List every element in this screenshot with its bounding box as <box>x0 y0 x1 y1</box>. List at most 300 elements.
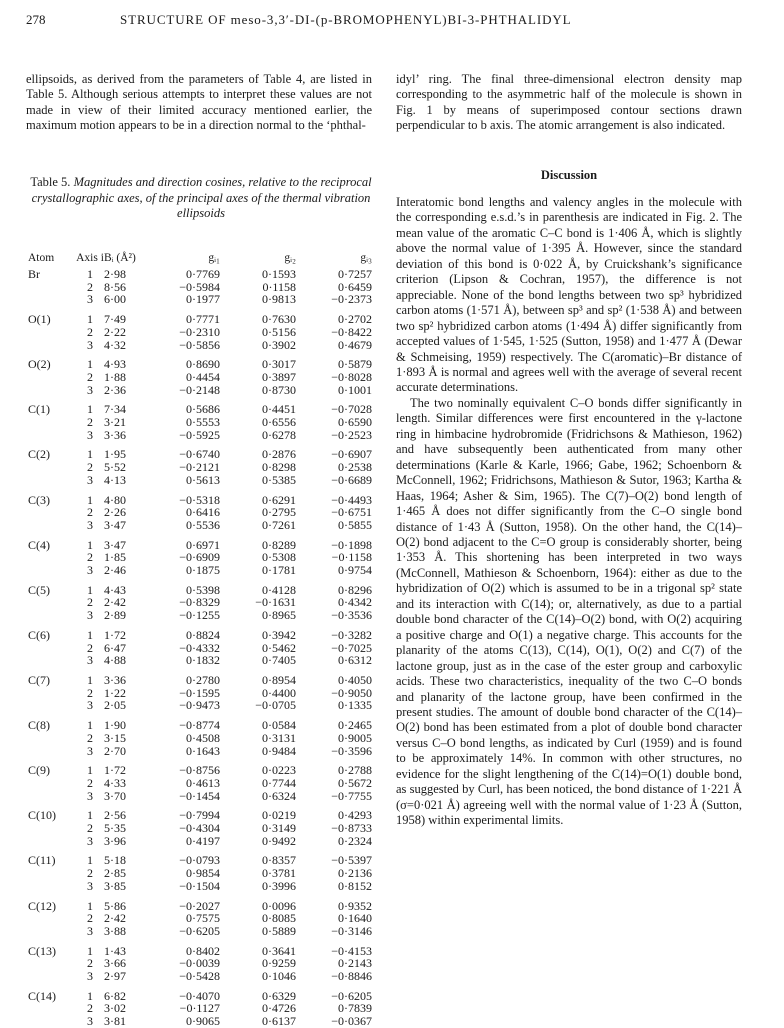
cell-atom <box>28 384 76 397</box>
table-row <box>28 835 372 848</box>
cell-atom <box>28 970 76 983</box>
left-column-intro <box>26 72 372 134</box>
header-g3: gᵢ₃ <box>360 252 372 264</box>
table-row <box>28 429 372 442</box>
cell-g1: 0·7769 <box>186 267 220 281</box>
cell-b: 5·86 <box>104 898 126 913</box>
cell-atom <box>28 281 76 294</box>
cell-atom <box>28 822 76 835</box>
cell-b: 3·66 <box>104 956 126 971</box>
cell-axis: 1 <box>87 672 93 687</box>
cell-g2: 0·5889 <box>262 923 296 938</box>
table-row <box>28 777 372 790</box>
cell-g3: 0·2324 <box>338 833 372 848</box>
cell-g2: 0·1593 <box>262 267 296 281</box>
cell-g2: 0·2876 <box>262 447 296 462</box>
cell-g2: 0·2795 <box>262 505 296 520</box>
cell-b: 2·56 <box>104 808 126 823</box>
header-atom: Atom <box>28 252 55 264</box>
table-body <box>28 268 372 1028</box>
cell-g3: −0·0367 <box>331 1014 372 1028</box>
cell-g1: −0·1504 <box>179 878 220 893</box>
table-caption <box>30 175 372 222</box>
cell-atom <box>28 326 76 339</box>
cell-atom: C(13) <box>28 943 56 958</box>
cell-g2: −0·1631 <box>255 595 296 610</box>
table-row <box>28 416 372 429</box>
table-row <box>28 487 372 507</box>
cell-g1: −0·6909 <box>179 550 220 565</box>
cell-g2: 0·7630 <box>262 312 296 327</box>
cell-atom <box>28 880 76 893</box>
table-row <box>28 802 372 822</box>
cell-g3: −0·3146 <box>331 923 372 938</box>
right-column-intro <box>396 72 742 134</box>
cell-axis: 3 <box>87 788 93 803</box>
cell-g2: 0·9484 <box>262 743 296 758</box>
cell-g3: −0·8733 <box>331 821 372 836</box>
table-row <box>28 351 372 371</box>
cell-b: 2·42 <box>104 911 126 926</box>
cell-atom <box>28 699 76 712</box>
intro-paragraph-right: idyl’ ring. The final three-dimensional electron density map corresponding to the asymmetric half of the molecule is shown in Fig. 1 by means of superimposed contour sections drawn perpendicular to b axis. The atomic arrangement is also indicated. <box>396 72 742 133</box>
table-row <box>28 564 372 577</box>
cell-b: 1·72 <box>104 627 126 642</box>
table-row <box>28 732 372 745</box>
table-row <box>28 293 372 306</box>
cell-atom <box>28 654 76 667</box>
cell-g2: 0·5462 <box>262 640 296 655</box>
table-row <box>28 577 372 597</box>
cell-g3: −0·2373 <box>331 292 372 307</box>
cell-g3: 0·8152 <box>338 878 372 893</box>
cell-atom: O(1) <box>28 312 51 327</box>
cell-axis: 3 <box>87 472 93 487</box>
cell-g2: −0·0705 <box>255 698 296 713</box>
cell-atom: C(12) <box>28 898 56 913</box>
cell-g3: 0·2788 <box>338 763 372 778</box>
cell-g3: −0·5397 <box>331 853 372 868</box>
cell-atom: C(4) <box>28 537 50 552</box>
cell-atom <box>28 474 76 487</box>
table-row <box>28 757 372 777</box>
cell-axis: 1 <box>87 402 93 417</box>
cell-g3: −0·4493 <box>331 492 372 507</box>
cell-b: 4·93 <box>104 357 126 372</box>
cell-b: 3·36 <box>104 427 126 442</box>
cell-atom <box>28 745 76 758</box>
cell-g3: −0·1158 <box>331 550 372 565</box>
cell-atom <box>28 732 76 745</box>
cell-atom <box>28 777 76 790</box>
cell-b: 1·43 <box>104 943 126 958</box>
cell-g2: 0·3902 <box>262 337 296 352</box>
table-row <box>28 983 372 1003</box>
cell-axis: 3 <box>87 382 93 397</box>
cell-atom: C(14) <box>28 988 56 1003</box>
cell-g3: −0·6907 <box>331 447 372 462</box>
table-row <box>28 925 372 938</box>
table-row <box>28 519 372 532</box>
cell-g3: 0·8296 <box>338 582 372 597</box>
cell-axis: 1 <box>87 582 93 597</box>
cell-b: 1·85 <box>104 550 126 565</box>
table-row <box>28 867 372 880</box>
cell-b: 4·88 <box>104 653 126 668</box>
cell-g2: 0·3131 <box>262 730 296 745</box>
cell-axis: 3 <box>87 743 93 758</box>
cell-axis: 1 <box>87 808 93 823</box>
cell-g3: 0·7257 <box>338 267 372 281</box>
cell-g2: 0·3996 <box>262 878 296 893</box>
cell-g2: 0·0219 <box>262 808 296 823</box>
table-row <box>28 822 372 835</box>
cell-g3: 0·5855 <box>338 517 372 532</box>
discussion-paragraph-1: Interatomic bond lengths and valency angles in the molecule with the corresponding e.s.d.’s in parenthesis are indicated in Fig. 2. The mean value of the aromatic C–C bond is 1·406 Å, which is slightly above the normal value of 1·395 Å. However, since the standard deviation of this bond is 0·022 Å, by Cruickshank’s significance criterion (Lipson & Cochran, 1957), the difference is not appreciable. None of the bond lengths between two sp³ hybridized carbon atoms (1·571 Å), between sp³ and sp² (1·538 Å) and between two sp² hybridized carbon atoms (1·494 Å) differ significantly from accepted values of 1·545, 1·525 (Sutton, 1958) and 1·477 Å (Dewar & Schmeising, 1959) respectively. The C(aromatic)–Br distance of 1·893 Å is normal and agrees well with the average of several recent accurate determinations. <box>396 195 742 395</box>
cell-b: 3·21 <box>104 415 126 430</box>
cell-g2: 0·1158 <box>262 279 296 294</box>
cell-atom <box>28 1002 76 1015</box>
cell-g1: 0·4197 <box>186 833 220 848</box>
cell-b: 4·80 <box>104 492 126 507</box>
cell-b: 4·33 <box>104 775 126 790</box>
page-number: 278 <box>26 12 46 27</box>
cell-b: 1·88 <box>104 369 126 384</box>
cell-g2: 0·9492 <box>262 833 296 848</box>
cell-atom: C(9) <box>28 763 50 778</box>
cell-g3: −0·8846 <box>331 969 372 984</box>
cell-g3: 0·6459 <box>338 279 372 294</box>
cell-b: 3·96 <box>104 833 126 848</box>
table-row <box>28 532 372 552</box>
header-b: Bᵢ (Å²) <box>104 252 136 264</box>
cell-g3: 0·1640 <box>338 911 372 926</box>
cell-b: 5·35 <box>104 821 126 836</box>
cell-g3: 0·2136 <box>338 866 372 881</box>
cell-g3: 0·4679 <box>338 337 372 352</box>
cell-b: 2·70 <box>104 743 126 758</box>
table-row <box>28 938 372 958</box>
cell-g1: 0·8402 <box>186 943 220 958</box>
table-row <box>28 745 372 758</box>
cell-g3: 0·6312 <box>338 653 372 668</box>
cell-g1: 0·1832 <box>186 653 220 668</box>
cell-atom <box>28 461 76 474</box>
cell-atom <box>28 1015 76 1028</box>
cell-g1: −0·0039 <box>179 956 220 971</box>
cell-b: 7·34 <box>104 402 126 417</box>
cell-b: 2·97 <box>104 969 126 984</box>
cell-axis: 3 <box>87 1014 93 1028</box>
table-caption-text: Magnitudes and direction cosines, relative to the reciprocal crystallographic axes, of the principal axes of the thermal vibration ellipsoids <box>31 175 372 220</box>
cell-g3: 0·1335 <box>338 698 372 713</box>
cell-b: 4·13 <box>104 472 126 487</box>
cell-b: 1·90 <box>104 718 126 733</box>
running-title: STRUCTURE OF meso-3,3′-DI-(p-BROMOPHENYL)BI-3-PHTHALIDYL <box>120 12 572 27</box>
cell-g3: 0·2465 <box>338 718 372 733</box>
cell-axis: 3 <box>87 833 93 848</box>
cell-b: 5·18 <box>104 853 126 868</box>
cell-g1: −0·4304 <box>179 821 220 836</box>
cell-g3: −0·1898 <box>331 537 372 552</box>
cell-atom <box>28 429 76 442</box>
cell-g2: 0·3641 <box>262 943 296 958</box>
cell-axis: 3 <box>87 608 93 623</box>
cell-g2: 0·3149 <box>262 821 296 836</box>
cell-axis: 2 <box>87 324 93 339</box>
cell-b: 2·05 <box>104 698 126 713</box>
cell-g2: 0·3781 <box>262 866 296 881</box>
cell-b: 3·81 <box>104 1014 126 1028</box>
cell-b: 1·22 <box>104 685 126 700</box>
cell-g1: −0·4070 <box>179 988 220 1003</box>
cell-g1: 0·2780 <box>186 672 220 687</box>
cell-g2: 0·6278 <box>262 427 296 442</box>
cell-g3: 0·4293 <box>338 808 372 823</box>
cell-axis: 2 <box>87 415 93 430</box>
cell-b: 7·49 <box>104 312 126 327</box>
cell-g3: 0·9005 <box>338 730 372 745</box>
cell-atom: Br <box>28 267 40 281</box>
cell-axis: 2 <box>87 460 93 475</box>
cell-g1: 0·9854 <box>186 866 220 881</box>
thermal-ellipsoid-table <box>28 248 372 1028</box>
cell-axis: 3 <box>87 698 93 713</box>
cell-g1: −0·5318 <box>179 492 220 507</box>
page-header <box>26 12 760 34</box>
cell-g1: 0·8690 <box>186 357 220 372</box>
table-row <box>28 461 372 474</box>
cell-b: 6·00 <box>104 292 126 307</box>
cell-atom: C(2) <box>28 447 50 462</box>
cell-axis: 3 <box>87 337 93 352</box>
table-row <box>28 384 372 397</box>
cell-axis: 1 <box>87 537 93 552</box>
cell-g1: 0·4508 <box>186 730 220 745</box>
cell-g3: 0·9754 <box>338 563 372 578</box>
cell-atom <box>28 339 76 352</box>
cell-axis: 2 <box>87 685 93 700</box>
header-g2: gᵢ₂ <box>284 252 296 264</box>
cell-b: 3·70 <box>104 788 126 803</box>
cell-g3: −0·9050 <box>331 685 372 700</box>
cell-g1: 0·5613 <box>186 472 220 487</box>
table-row <box>28 699 372 712</box>
cell-axis: 3 <box>87 923 93 938</box>
cell-axis: 3 <box>87 878 93 893</box>
cell-atom <box>28 790 76 803</box>
cell-g1: −0·1454 <box>179 788 220 803</box>
cell-g3: −0·4153 <box>331 943 372 958</box>
cell-g3: 0·4050 <box>338 672 372 687</box>
cell-g1: −0·9473 <box>179 698 220 713</box>
cell-g2: 0·6324 <box>262 788 296 803</box>
cell-axis: 2 <box>87 595 93 610</box>
cell-g3: 0·1001 <box>338 382 372 397</box>
table-row <box>28 306 372 326</box>
cell-axis: 1 <box>87 312 93 327</box>
cell-g1: 0·1875 <box>186 563 220 578</box>
table-row <box>28 790 372 803</box>
intro-paragraph-left: ellipsoids, as derived from the parameters of Table 4, are listed in Table 5. Although serious attempts to interpret these values are not made in view of their limited accuracy mentioned earlier, the maximum motion appears to be in a direction normal to the ‘phthal- <box>26 72 372 133</box>
cell-g2: 0·8730 <box>262 382 296 397</box>
cell-b: 3·47 <box>104 537 126 552</box>
cell-b: 8·56 <box>104 279 126 294</box>
cell-g1: −0·8756 <box>179 763 220 778</box>
cell-atom <box>28 912 76 925</box>
cell-g2: 0·6556 <box>262 415 296 430</box>
cell-atom: C(8) <box>28 718 50 733</box>
cell-g1: −0·7994 <box>179 808 220 823</box>
discussion-heading: Discussion <box>540 168 598 182</box>
cell-g2: 0·8954 <box>262 672 296 687</box>
cell-g1: −0·1127 <box>179 1001 220 1016</box>
cell-b: 2·85 <box>104 866 126 881</box>
cell-g1: 0·6416 <box>186 505 220 520</box>
cell-g1: 0·4454 <box>186 369 220 384</box>
cell-g3: −0·8028 <box>331 369 372 384</box>
cell-g2: 0·5156 <box>262 324 296 339</box>
cell-axis: 2 <box>87 866 93 881</box>
cell-atom <box>28 416 76 429</box>
cell-b: 2·36 <box>104 382 126 397</box>
cell-g1: −0·2148 <box>179 382 220 397</box>
cell-g2: 0·1781 <box>262 563 296 578</box>
cell-b: 2·42 <box>104 595 126 610</box>
cell-b: 2·26 <box>104 505 126 520</box>
cell-g1: 0·6971 <box>186 537 220 552</box>
cell-g1: 0·9065 <box>186 1014 220 1028</box>
cell-g1: −0·2027 <box>179 898 220 913</box>
cell-g2: 0·1046 <box>262 969 296 984</box>
cell-g2: 0·7261 <box>262 517 296 532</box>
cell-g1: 0·5553 <box>186 415 220 430</box>
cell-atom <box>28 687 76 700</box>
cell-axis: 2 <box>87 640 93 655</box>
cell-g2: 0·6291 <box>262 492 296 507</box>
cell-g2: 0·4451 <box>262 402 296 417</box>
table-row <box>28 712 372 732</box>
cell-g2: 0·3897 <box>262 369 296 384</box>
cell-b: 2·22 <box>104 324 126 339</box>
cell-b: 3·85 <box>104 878 126 893</box>
table-row <box>28 880 372 893</box>
cell-g2: 0·6329 <box>262 988 296 1003</box>
cell-g2: 0·9259 <box>262 956 296 971</box>
cell-g3: −0·6751 <box>331 505 372 520</box>
cell-g3: 0·9352 <box>338 898 372 913</box>
cell-atom: C(6) <box>28 627 50 642</box>
table-row <box>28 441 372 461</box>
cell-g2: 0·8298 <box>262 460 296 475</box>
cell-b: 4·32 <box>104 337 126 352</box>
cell-atom <box>28 551 76 564</box>
cell-axis: 3 <box>87 292 93 307</box>
table-row <box>28 339 372 352</box>
cell-atom <box>28 596 76 609</box>
cell-axis: 2 <box>87 369 93 384</box>
cell-g1: 0·4613 <box>186 775 220 790</box>
cell-b: 3·88 <box>104 923 126 938</box>
cell-g2: 0·0584 <box>262 718 296 733</box>
cell-g2: 0·7405 <box>262 653 296 668</box>
cell-axis: 1 <box>87 627 93 642</box>
cell-g3: −0·2523 <box>331 427 372 442</box>
cell-g3: 0·4342 <box>338 595 372 610</box>
cell-atom <box>28 506 76 519</box>
cell-g1: −0·5856 <box>179 337 220 352</box>
cell-g2: 0·0223 <box>262 763 296 778</box>
cell-g3: 0·7839 <box>338 1001 372 1016</box>
cell-g1: 0·5686 <box>186 402 220 417</box>
cell-b: 3·47 <box>104 517 126 532</box>
cell-b: 2·89 <box>104 608 126 623</box>
cell-axis: 3 <box>87 427 93 442</box>
cell-g1: 0·5398 <box>186 582 220 597</box>
cell-axis: 3 <box>87 563 93 578</box>
cell-axis: 2 <box>87 1001 93 1016</box>
table-row <box>28 1015 372 1028</box>
cell-atom: C(1) <box>28 402 50 417</box>
cell-axis: 1 <box>87 267 93 281</box>
cell-axis: 2 <box>87 911 93 926</box>
cell-atom <box>28 371 76 384</box>
cell-g1: −0·5925 <box>179 427 220 442</box>
cell-b: 1·95 <box>104 447 126 462</box>
cell-g1: 0·5536 <box>186 517 220 532</box>
cell-g2: 0·4726 <box>262 1001 296 1016</box>
cell-axis: 1 <box>87 898 93 913</box>
cell-g3: −0·6689 <box>331 472 372 487</box>
cell-g2: 0·7744 <box>262 775 296 790</box>
table-row <box>28 622 372 642</box>
cell-atom <box>28 867 76 880</box>
table-row <box>28 893 372 913</box>
cell-g1: −0·8329 <box>179 595 220 610</box>
cell-axis: 2 <box>87 550 93 565</box>
cell-g2: 0·0096 <box>262 898 296 913</box>
cell-axis: 3 <box>87 969 93 984</box>
cell-g2: 0·5385 <box>262 472 296 487</box>
cell-g1: −0·1595 <box>179 685 220 700</box>
cell-g1: 0·1977 <box>186 292 220 307</box>
cell-axis: 1 <box>87 357 93 372</box>
table-label: Table 5. <box>30 175 71 189</box>
cell-atom <box>28 835 76 848</box>
cell-axis: 1 <box>87 988 93 1003</box>
cell-axis: 1 <box>87 763 93 778</box>
cell-g2: 0·8085 <box>262 911 296 926</box>
cell-axis: 1 <box>87 492 93 507</box>
table-row <box>28 268 372 281</box>
cell-g2: 0·4400 <box>262 685 296 700</box>
cell-axis: 1 <box>87 853 93 868</box>
cell-axis: 3 <box>87 517 93 532</box>
cell-b: 4·43 <box>104 582 126 597</box>
cell-g1: −0·2121 <box>179 460 220 475</box>
cell-g3: 0·5672 <box>338 775 372 790</box>
cell-b: 2·98 <box>104 267 126 281</box>
cell-g3: 0·2143 <box>338 956 372 971</box>
cell-g2: 0·5308 <box>262 550 296 565</box>
cell-g3: −0·7755 <box>331 788 372 803</box>
cell-atom: C(7) <box>28 672 50 687</box>
cell-atom <box>28 293 76 306</box>
cell-atom <box>28 642 76 655</box>
cell-axis: 2 <box>87 775 93 790</box>
table-row <box>28 396 372 416</box>
discussion-paragraph-2: The two nominally equivalent C–O bonds differ significantly in length. Similar differences were first encountered in the γ-lactone ring in himbacine hydrobromide (Fridrichsons & Mathieson, 1962) and have subsequently been authenticated from many other determinations (Karle & Karle, 1966; Gabe, 1962; Schoenborn & McConnell, 1962; Fridrichsons, Mathieson & Sutor, 1963; Kartha & Haas, 1964; Asher & Sim, 1965). The C(7)–O(2) bond length of 1·465 Å does not differ significantly from the C–O single bond distance of 1·43 Å (Sutton, 1958). On the other hand, the C(14)–O(2) bond adjacent to the C=O group is considerably shorter, being 1·353 Å. This shortening has been interpreted in two ways (McConnell, Mathieson & Schoenborn, 1964): either as due to the hybridization of O(2) which is assumed to be in a trigonal sp² state and its interaction with C(14); or, alternatively, as due to a partial double bond character of the C(14)–O(2) bond, with O(2) acquiring a positive charge and O(1) a negative charge. This accounts for the planarity of the atoms C(13), C(14), O(1), O(2) and C(7) of the lactone group, just as in the case of the ester group and carboxylic acids. These two characteristics, inequality of the two C–O bonds and planarity of the lactone group, have been confirmed in the present studies. The amount of double bond character of the C(14)–O(2) bond has been estimated from a plot of double bond character versus C–O bond lengths, as indicated by Curl (1959) and is found to be approximately 14%. In common with other structures, no evidence for the slight lengthening of the C(14)=O(1) double bond, as suggested by Curl, has been noticed, the bond distance of 1·221 Å (σ=0·021 Å) agreeing well with the normal value of 1·23 Å (Sutton, 1958) within experimental limits. <box>396 395 742 828</box>
